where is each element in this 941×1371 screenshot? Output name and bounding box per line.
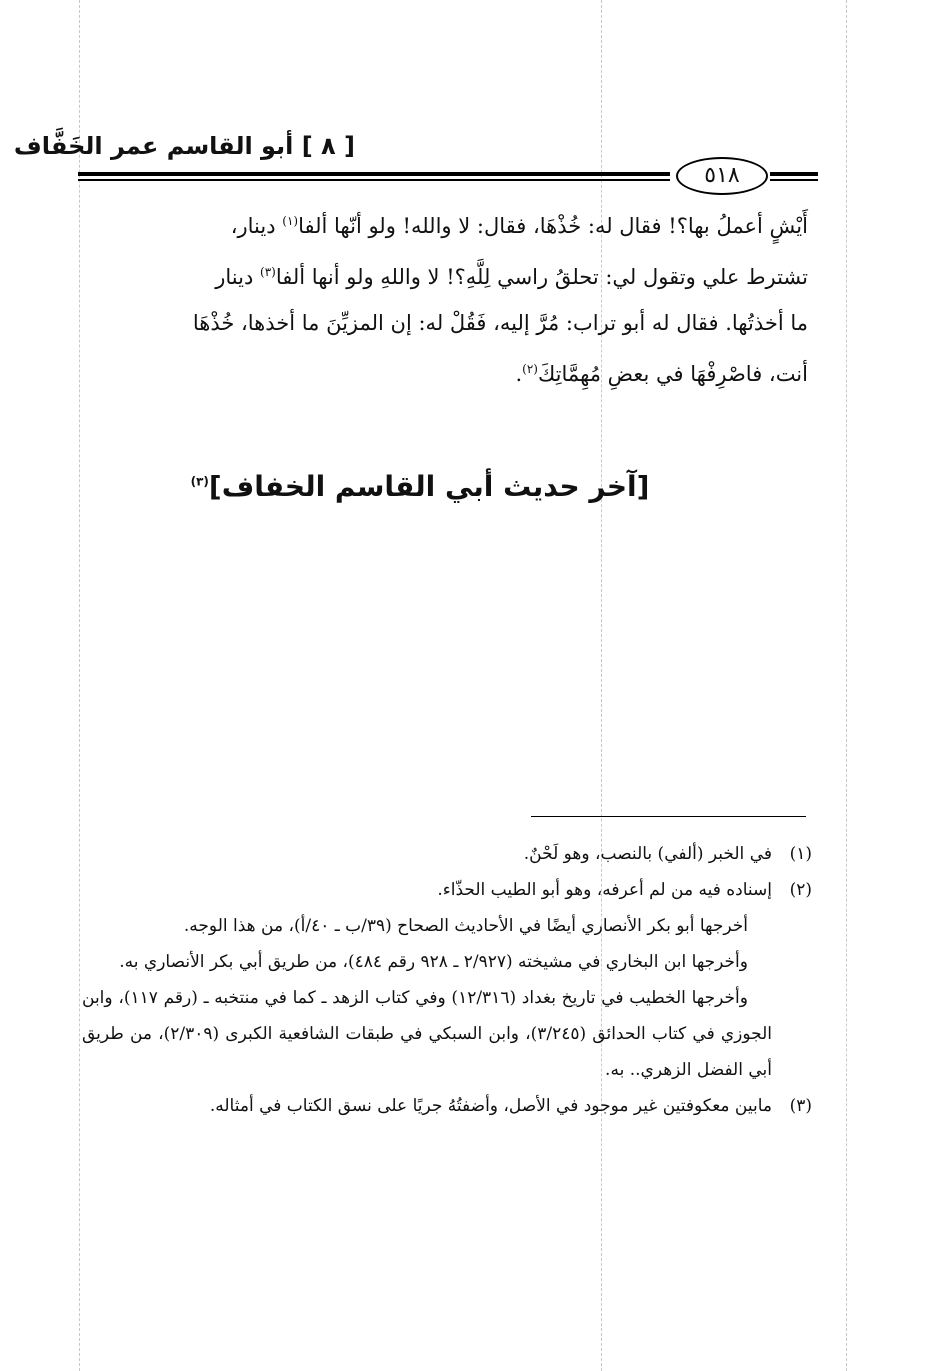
body-line: ما أخذتُها. فقال له أبو تراب: مُرَّ إليه، فَقُلْ له: إن المزيِّنَ ما أخذها، خُذْهَا	[192, 311, 808, 335]
footnote-text: في الخبر (ألفي) بالنصب، وهو لَحْنٌ.	[523, 844, 772, 864]
footnote-item	[82, 872, 812, 1088]
footnote-separator	[531, 816, 806, 817]
footnote-mark: (١)	[282, 214, 299, 228]
body-line: أنت، فاصْرِفْهَا في بعضِ مُهِمَّاتِكَ$^{(٢)}$.	[515, 362, 808, 386]
footnote-mark: (٣)	[260, 265, 276, 279]
running-header-title: [ ٨ ] أبو القاسم عمر الخَفَّاف	[13, 132, 355, 160]
footnote-text: وأخرجها الخطيب في تاريخ بغداد (١٢/٣١٦) وفي كتاب الزهد ـ كما في منتخبه ـ (رقم ١١٧)، وابن الجوزي في كتاب الحدائق (٣/٢٤٥)، وابن السبكي في طبقات الشافعية الكبرى (٢/٣٠٩)، من طريق أبي الفضل الزهري.. به.	[82, 988, 773, 1080]
body-text	[76, 198, 808, 397]
footnote-number: (١)	[789, 844, 812, 864]
guide-line	[846, 0, 847, 1371]
footnote-number: (٢)	[789, 880, 812, 900]
footnote-item	[82, 836, 812, 872]
footnote-mark: (٢)	[522, 362, 538, 376]
body-line: أَيْشٍ أعملُ بها؟! فقال له: خُذْهَا، فقال: لا والله! ولو أنّها ألفا$^{(١)}$ دينار،	[230, 214, 808, 238]
body-line: تشترط علي وتقول لي: تحلقُ راسي لِلَّهِ؟! لا واللهِ ولو أنها ألفا$^{(٣)}$ دينار	[215, 265, 808, 289]
header-rule	[770, 172, 818, 176]
footnote-text: أخرجها أبو بكر الأنصاري أيضًا في الأحاديث الصحاح (٣٩/ب ـ ٤٠/أ)، من هذا الوجه.	[183, 916, 748, 936]
page-number: ٥١٨	[676, 157, 768, 195]
footnote-number: (٣)	[789, 1096, 812, 1116]
footnote-text: إسناده فيه من لم أعرفه، وهو أبو الطيب الحذّاء.	[437, 880, 772, 900]
footnote-mark: (٣)	[190, 474, 209, 489]
header-rule	[78, 172, 670, 176]
section-heading: [آخر حديث أبي القاسم الخفاف]$^{(٣)}$	[190, 470, 650, 503]
footnotes	[82, 836, 812, 1124]
footnote-text: وأخرجها ابن البخاري في مشيخته (٢/٩٢٧ ـ ٩٢٨ رقم ٤٨٤)، من طريق أبي بكر الأنصاري به.	[119, 952, 748, 972]
footnote-item	[82, 1088, 812, 1124]
header-rule	[770, 179, 818, 181]
footnote-text: مابين معكوفتين غير موجود في الأصل، وأضفتُهُ جريًا على نسق الكتاب في أمثاله.	[209, 1096, 772, 1116]
header-rule	[78, 179, 670, 181]
